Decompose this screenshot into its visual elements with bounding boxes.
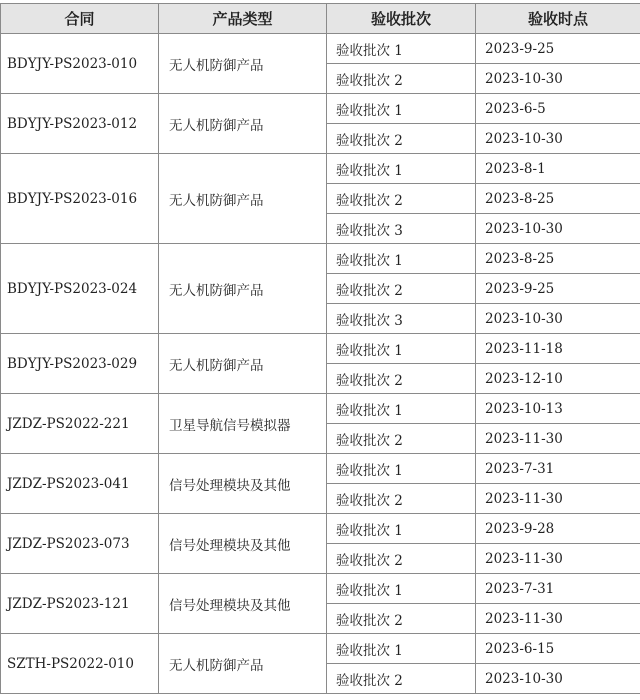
acceptance-time-cell: 2023-11-30 bbox=[476, 424, 640, 454]
acceptance-time-cell: 2023-9-25 bbox=[476, 274, 640, 304]
acceptance-time-cell: 2023-10-30 bbox=[476, 214, 640, 244]
contract-cell: BDYJY-PS2023-016 bbox=[1, 154, 159, 244]
table-body bbox=[1, 34, 640, 694]
acceptance-batch-cell: 验收批次 3 bbox=[327, 214, 476, 244]
contract-cell: JZDZ-PS2023-041 bbox=[1, 454, 159, 514]
product-type-cell: 无人机防御产品 bbox=[159, 94, 327, 154]
acceptance-time-cell: 2023-7-31 bbox=[476, 574, 640, 604]
acceptance-batch-cell: 验收批次 1 bbox=[327, 34, 476, 64]
product-type-cell: 信号处理模块及其他 bbox=[159, 574, 327, 634]
acceptance-batch-cell: 验收批次 1 bbox=[327, 394, 476, 424]
acceptance-table bbox=[0, 3, 640, 694]
header-acceptance-batch: 验收批次 bbox=[327, 4, 476, 34]
acceptance-time-cell: 2023-10-30 bbox=[476, 664, 640, 694]
acceptance-time-cell: 2023-10-30 bbox=[476, 64, 640, 94]
contract-cell: BDYJY-PS2023-010 bbox=[1, 34, 159, 94]
acceptance-time-cell: 2023-12-10 bbox=[476, 364, 640, 394]
header-contract: 合同 bbox=[1, 4, 159, 34]
acceptance-batch-cell: 验收批次 1 bbox=[327, 514, 476, 544]
table-row bbox=[1, 334, 640, 364]
acceptance-time-cell: 2023-10-30 bbox=[476, 124, 640, 154]
acceptance-time-cell: 2023-11-30 bbox=[476, 484, 640, 514]
acceptance-time-cell: 2023-9-28 bbox=[476, 514, 640, 544]
acceptance-time-cell: 2023-10-13 bbox=[476, 394, 640, 424]
product-type-cell: 卫星导航信号模拟器 bbox=[159, 394, 327, 454]
acceptance-time-cell: 2023-11-18 bbox=[476, 334, 640, 364]
product-type-cell: 无人机防御产品 bbox=[159, 634, 327, 694]
contract-cell: BDYJY-PS2023-024 bbox=[1, 244, 159, 334]
product-type-cell: 无人机防御产品 bbox=[159, 334, 327, 394]
acceptance-batch-cell: 验收批次 2 bbox=[327, 424, 476, 454]
acceptance-time-cell: 2023-6-15 bbox=[476, 634, 640, 664]
contract-cell: BDYJY-PS2023-012 bbox=[1, 94, 159, 154]
acceptance-time-cell: 2023-8-25 bbox=[476, 184, 640, 214]
acceptance-batch-cell: 验收批次 2 bbox=[327, 604, 476, 634]
table-row bbox=[1, 394, 640, 424]
acceptance-batch-cell: 验收批次 1 bbox=[327, 154, 476, 184]
contract-cell: JZDZ-PS2023-121 bbox=[1, 574, 159, 634]
acceptance-batch-cell: 验收批次 2 bbox=[327, 124, 476, 154]
table-header bbox=[1, 4, 640, 34]
product-type-cell: 无人机防御产品 bbox=[159, 244, 327, 334]
header-row bbox=[1, 4, 640, 34]
acceptance-time-cell: 2023-11-30 bbox=[476, 604, 640, 634]
product-type-cell: 无人机防御产品 bbox=[159, 154, 327, 244]
acceptance-batch-cell: 验收批次 2 bbox=[327, 364, 476, 394]
acceptance-time-cell: 2023-11-30 bbox=[476, 544, 640, 574]
acceptance-batch-cell: 验收批次 2 bbox=[327, 184, 476, 214]
acceptance-batch-cell: 验收批次 1 bbox=[327, 454, 476, 484]
acceptance-time-cell: 2023-6-5 bbox=[476, 94, 640, 124]
acceptance-time-cell: 2023-9-25 bbox=[476, 34, 640, 64]
acceptance-time-cell: 2023-10-30 bbox=[476, 304, 640, 334]
product-type-cell: 无人机防御产品 bbox=[159, 34, 327, 94]
contract-cell: BDYJY-PS2023-029 bbox=[1, 334, 159, 394]
contract-cell: SZTH-PS2022-010 bbox=[1, 634, 159, 694]
acceptance-batch-cell: 验收批次 1 bbox=[327, 634, 476, 664]
acceptance-batch-cell: 验收批次 2 bbox=[327, 544, 476, 574]
acceptance-batch-cell: 验收批次 2 bbox=[327, 64, 476, 94]
acceptance-batch-cell: 验收批次 1 bbox=[327, 334, 476, 364]
table-row bbox=[1, 154, 640, 184]
acceptance-time-cell: 2023-8-25 bbox=[476, 244, 640, 274]
header-product-type: 产品类型 bbox=[159, 4, 327, 34]
acceptance-time-cell: 2023-8-1 bbox=[476, 154, 640, 184]
acceptance-batch-cell: 验收批次 3 bbox=[327, 304, 476, 334]
table-row bbox=[1, 574, 640, 604]
acceptance-batch-cell: 验收批次 1 bbox=[327, 574, 476, 604]
header-acceptance-time: 验收时点 bbox=[476, 4, 640, 34]
table-row bbox=[1, 514, 640, 544]
product-type-cell: 信号处理模块及其他 bbox=[159, 514, 327, 574]
contract-cell: JZDZ-PS2023-073 bbox=[1, 514, 159, 574]
acceptance-time-cell: 2023-7-31 bbox=[476, 454, 640, 484]
acceptance-batch-cell: 验收批次 2 bbox=[327, 274, 476, 304]
table-row bbox=[1, 634, 640, 664]
acceptance-batch-cell: 验收批次 1 bbox=[327, 244, 476, 274]
table-row bbox=[1, 94, 640, 124]
table-row bbox=[1, 34, 640, 64]
table-row bbox=[1, 244, 640, 274]
contract-cell: JZDZ-PS2022-221 bbox=[1, 394, 159, 454]
acceptance-batch-cell: 验收批次 2 bbox=[327, 484, 476, 514]
acceptance-batch-cell: 验收批次 2 bbox=[327, 664, 476, 694]
table-row bbox=[1, 454, 640, 484]
product-type-cell: 信号处理模块及其他 bbox=[159, 454, 327, 514]
acceptance-batch-cell: 验收批次 1 bbox=[327, 94, 476, 124]
